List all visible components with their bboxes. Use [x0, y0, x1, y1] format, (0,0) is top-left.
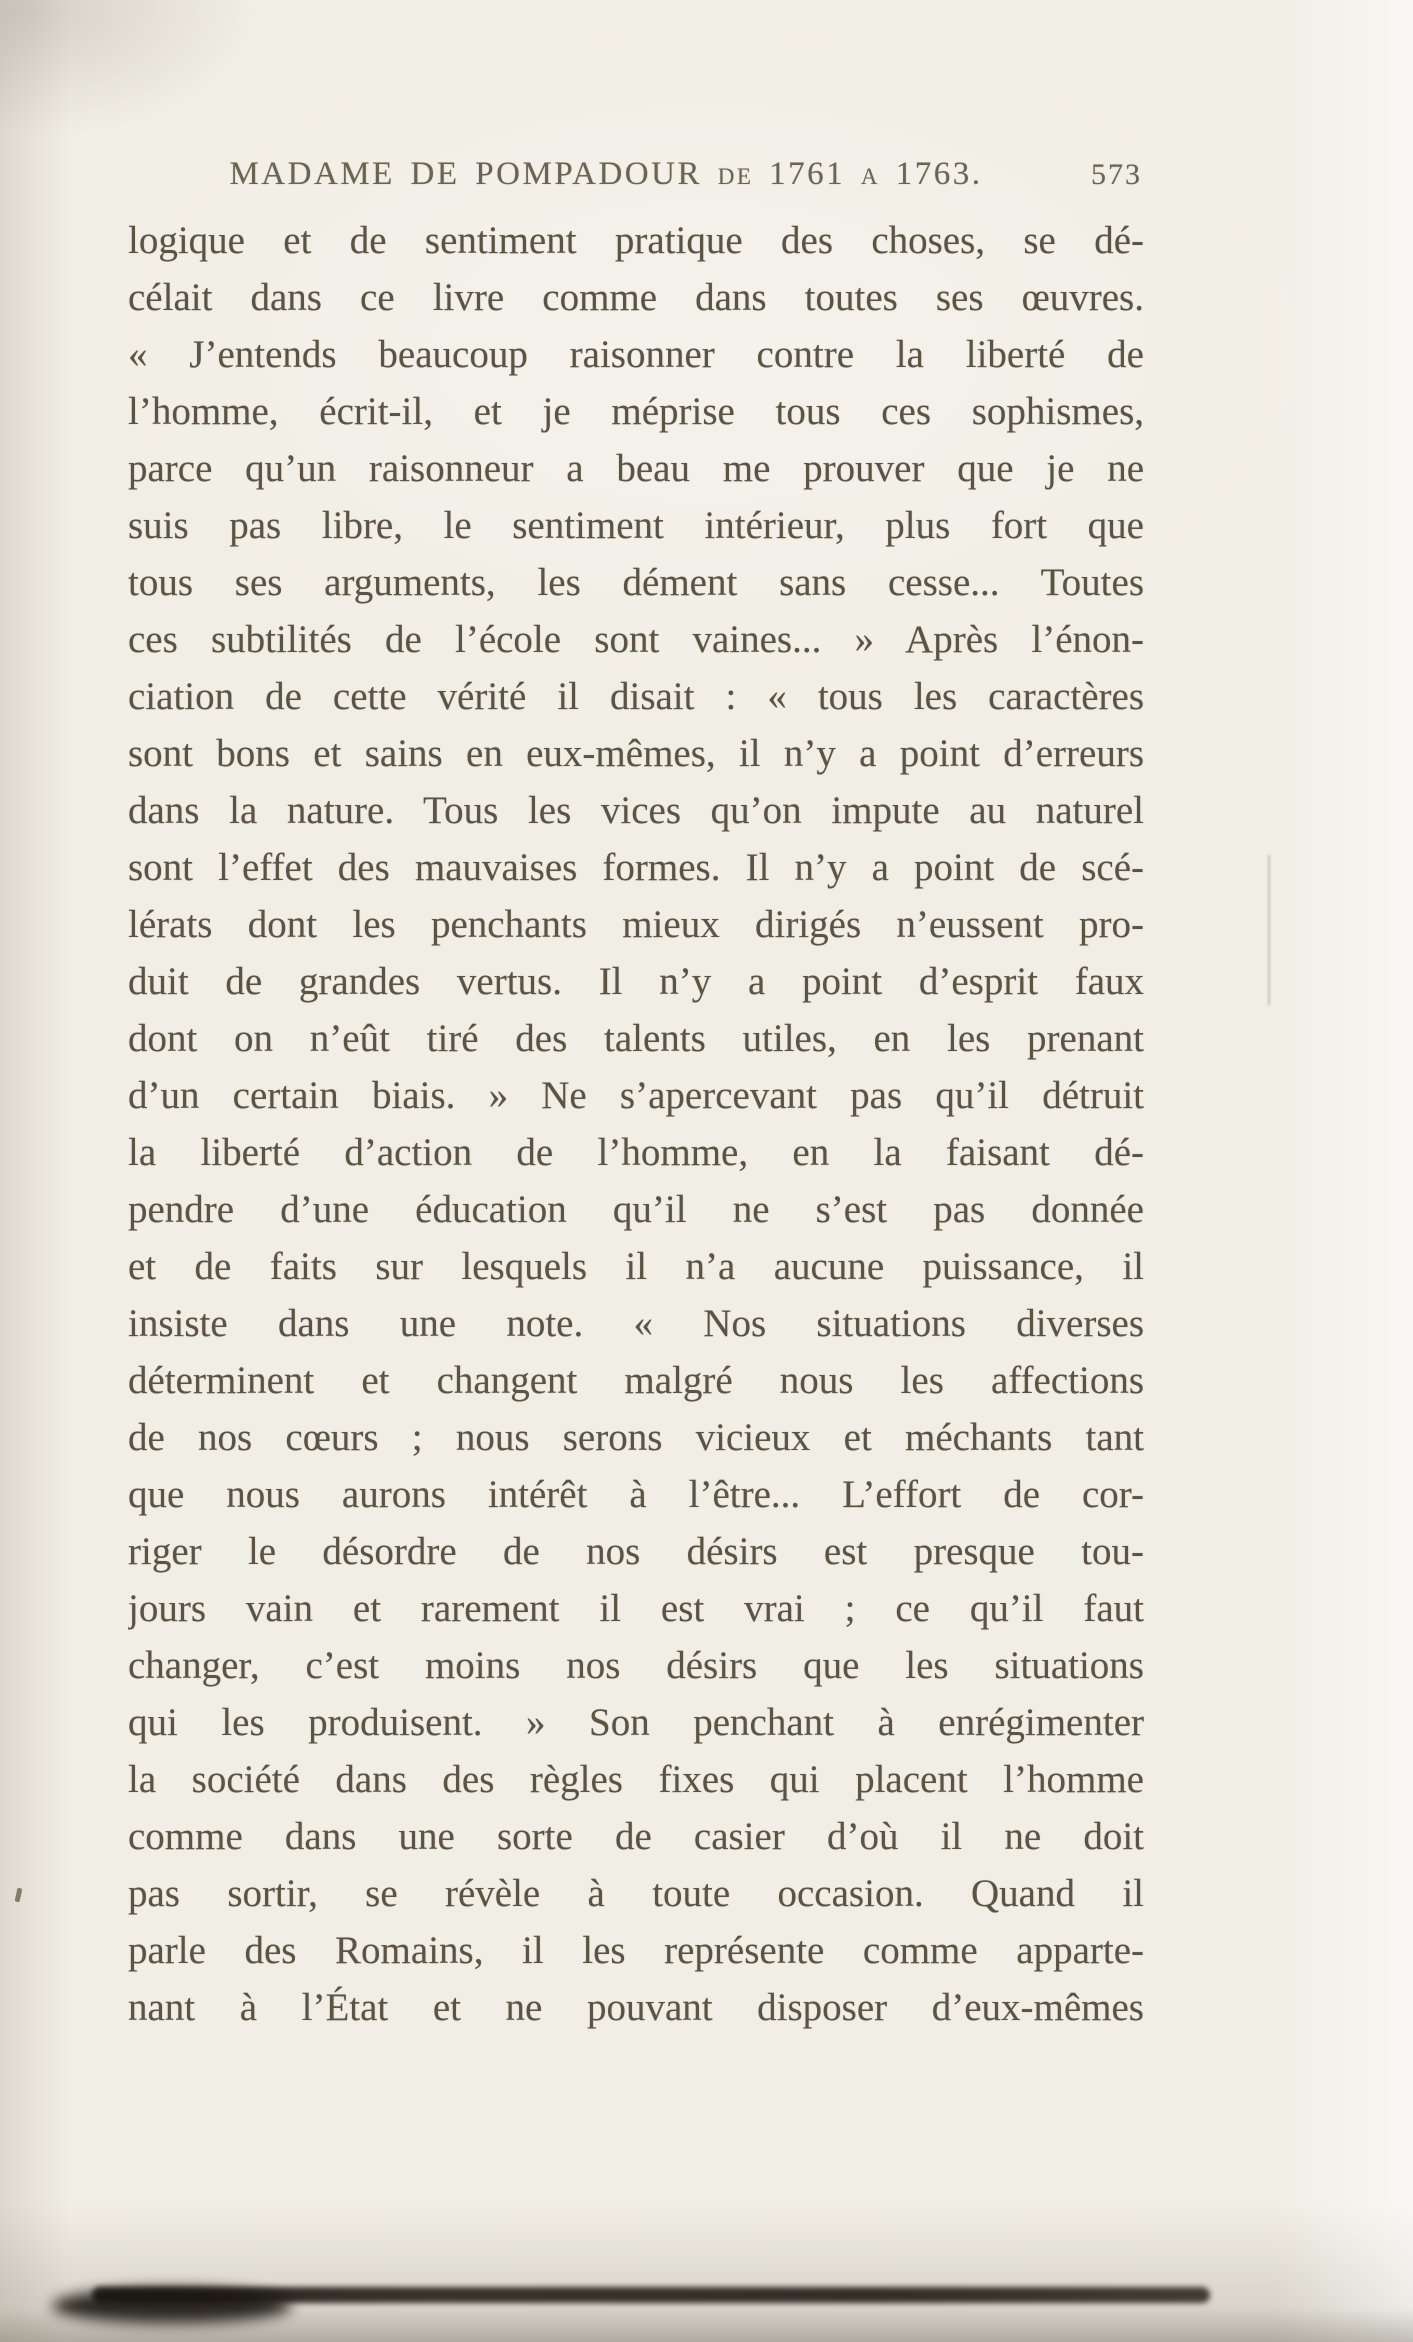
running-title: MADAME DE POMPADOUR de 1761 a 1763. [229, 156, 983, 192]
body-text-line: suis pas libre, le sentiment intérieur, plus fort que [128, 504, 1144, 547]
body-text-line: logique et de sentiment pratique des choses, se dé- [128, 219, 1144, 262]
body-text-line: duit de grandes vertus. Il n’y a point d’esprit faux [128, 960, 1144, 1003]
body-text-line: déterminent et changent malgré nous les affections [128, 1359, 1144, 1402]
page-number: 573 [1091, 158, 1142, 191]
page-crease [1268, 855, 1270, 1005]
stray-ink-mark [15, 1888, 23, 1903]
body-text-line: nant à l’État et ne pouvant disposer d’eux-mêmes [128, 1986, 1144, 2029]
body-text-line: changer, c’est moins nos désirs que les situations [128, 1644, 1144, 1687]
body-text-line: la liberté d’action de l’homme, en la faisant dé- [128, 1131, 1144, 1174]
body-text-line: ciation de cette vérité il disait : « tous les caractères [128, 675, 1144, 718]
body-text-line: parce qu’un raisonneur a beau me prouver que je ne [128, 447, 1144, 490]
body-text-line: insiste dans une note. « Nos situations diverses [128, 1302, 1144, 1345]
body-text-line: que nous aurons intérêt à l’être... L’effort de cor- [128, 1473, 1144, 1516]
body-text-line: comme dans une sorte de casier d’où il ne doit [128, 1815, 1144, 1858]
body-text-line: dont on n’eût tiré des talents utiles, en les prenant [128, 1017, 1144, 1060]
page-header [128, 156, 1144, 202]
body-text-line: parle des Romains, il les représente comme apparte- [128, 1929, 1144, 1972]
body-text-line: la société dans des règles fixes qui placent l’homme [128, 1758, 1144, 1801]
body-text-line: sont l’effet des mauvaises formes. Il n’y a point de scé- [128, 846, 1144, 889]
body-text-line: sont bons et sains en eux-mêmes, il n’y a point d’erreurs [128, 732, 1144, 775]
body-text-line: jours vain et rarement il est vrai ; ce qu’il faut [128, 1587, 1144, 1630]
body-text-line: qui les produisent. » Son penchant à enrégimenter [128, 1701, 1144, 1744]
body-text-line: pas sortir, se révèle à toute occasion. Quand il [128, 1872, 1144, 1915]
body-text-line: ces subtilités de l’école sont vaines... » Après l’énon- [128, 618, 1144, 661]
body-text-line: dans la nature. Tous les vices qu’on impute au naturel [128, 789, 1144, 832]
body-text-line: pendre d’une éducation qu’il ne s’est pas donnée [128, 1188, 1144, 1231]
body-text [128, 212, 1144, 2036]
body-text-line: et de faits sur lesquels il n’a aucune puissance, il [128, 1245, 1144, 1288]
body-text-line: « J’entends beaucoup raisonner contre la liberté de [128, 333, 1144, 376]
body-text-line: l’homme, écrit-il, et je méprise tous ces sophismes, [128, 390, 1144, 433]
body-text-line: tous ses arguments, les dément sans cesse... Toutes [128, 561, 1144, 604]
body-text-line: de nos cœurs ; nous serons vicieux et méchants tant [128, 1416, 1144, 1459]
scan-bottom-fade [0, 2308, 1413, 2342]
body-text-line: riger le désordre de nos désirs est presque tou- [128, 1530, 1144, 1573]
body-text-line: lérats dont les penchants mieux dirigés n’eussent pro- [128, 903, 1144, 946]
body-text-line: d’un certain biais. » Ne s’apercevant pas qu’il détruit [128, 1074, 1144, 1117]
body-text-line: célait dans ce livre comme dans toutes ses œuvres. [128, 276, 1144, 319]
